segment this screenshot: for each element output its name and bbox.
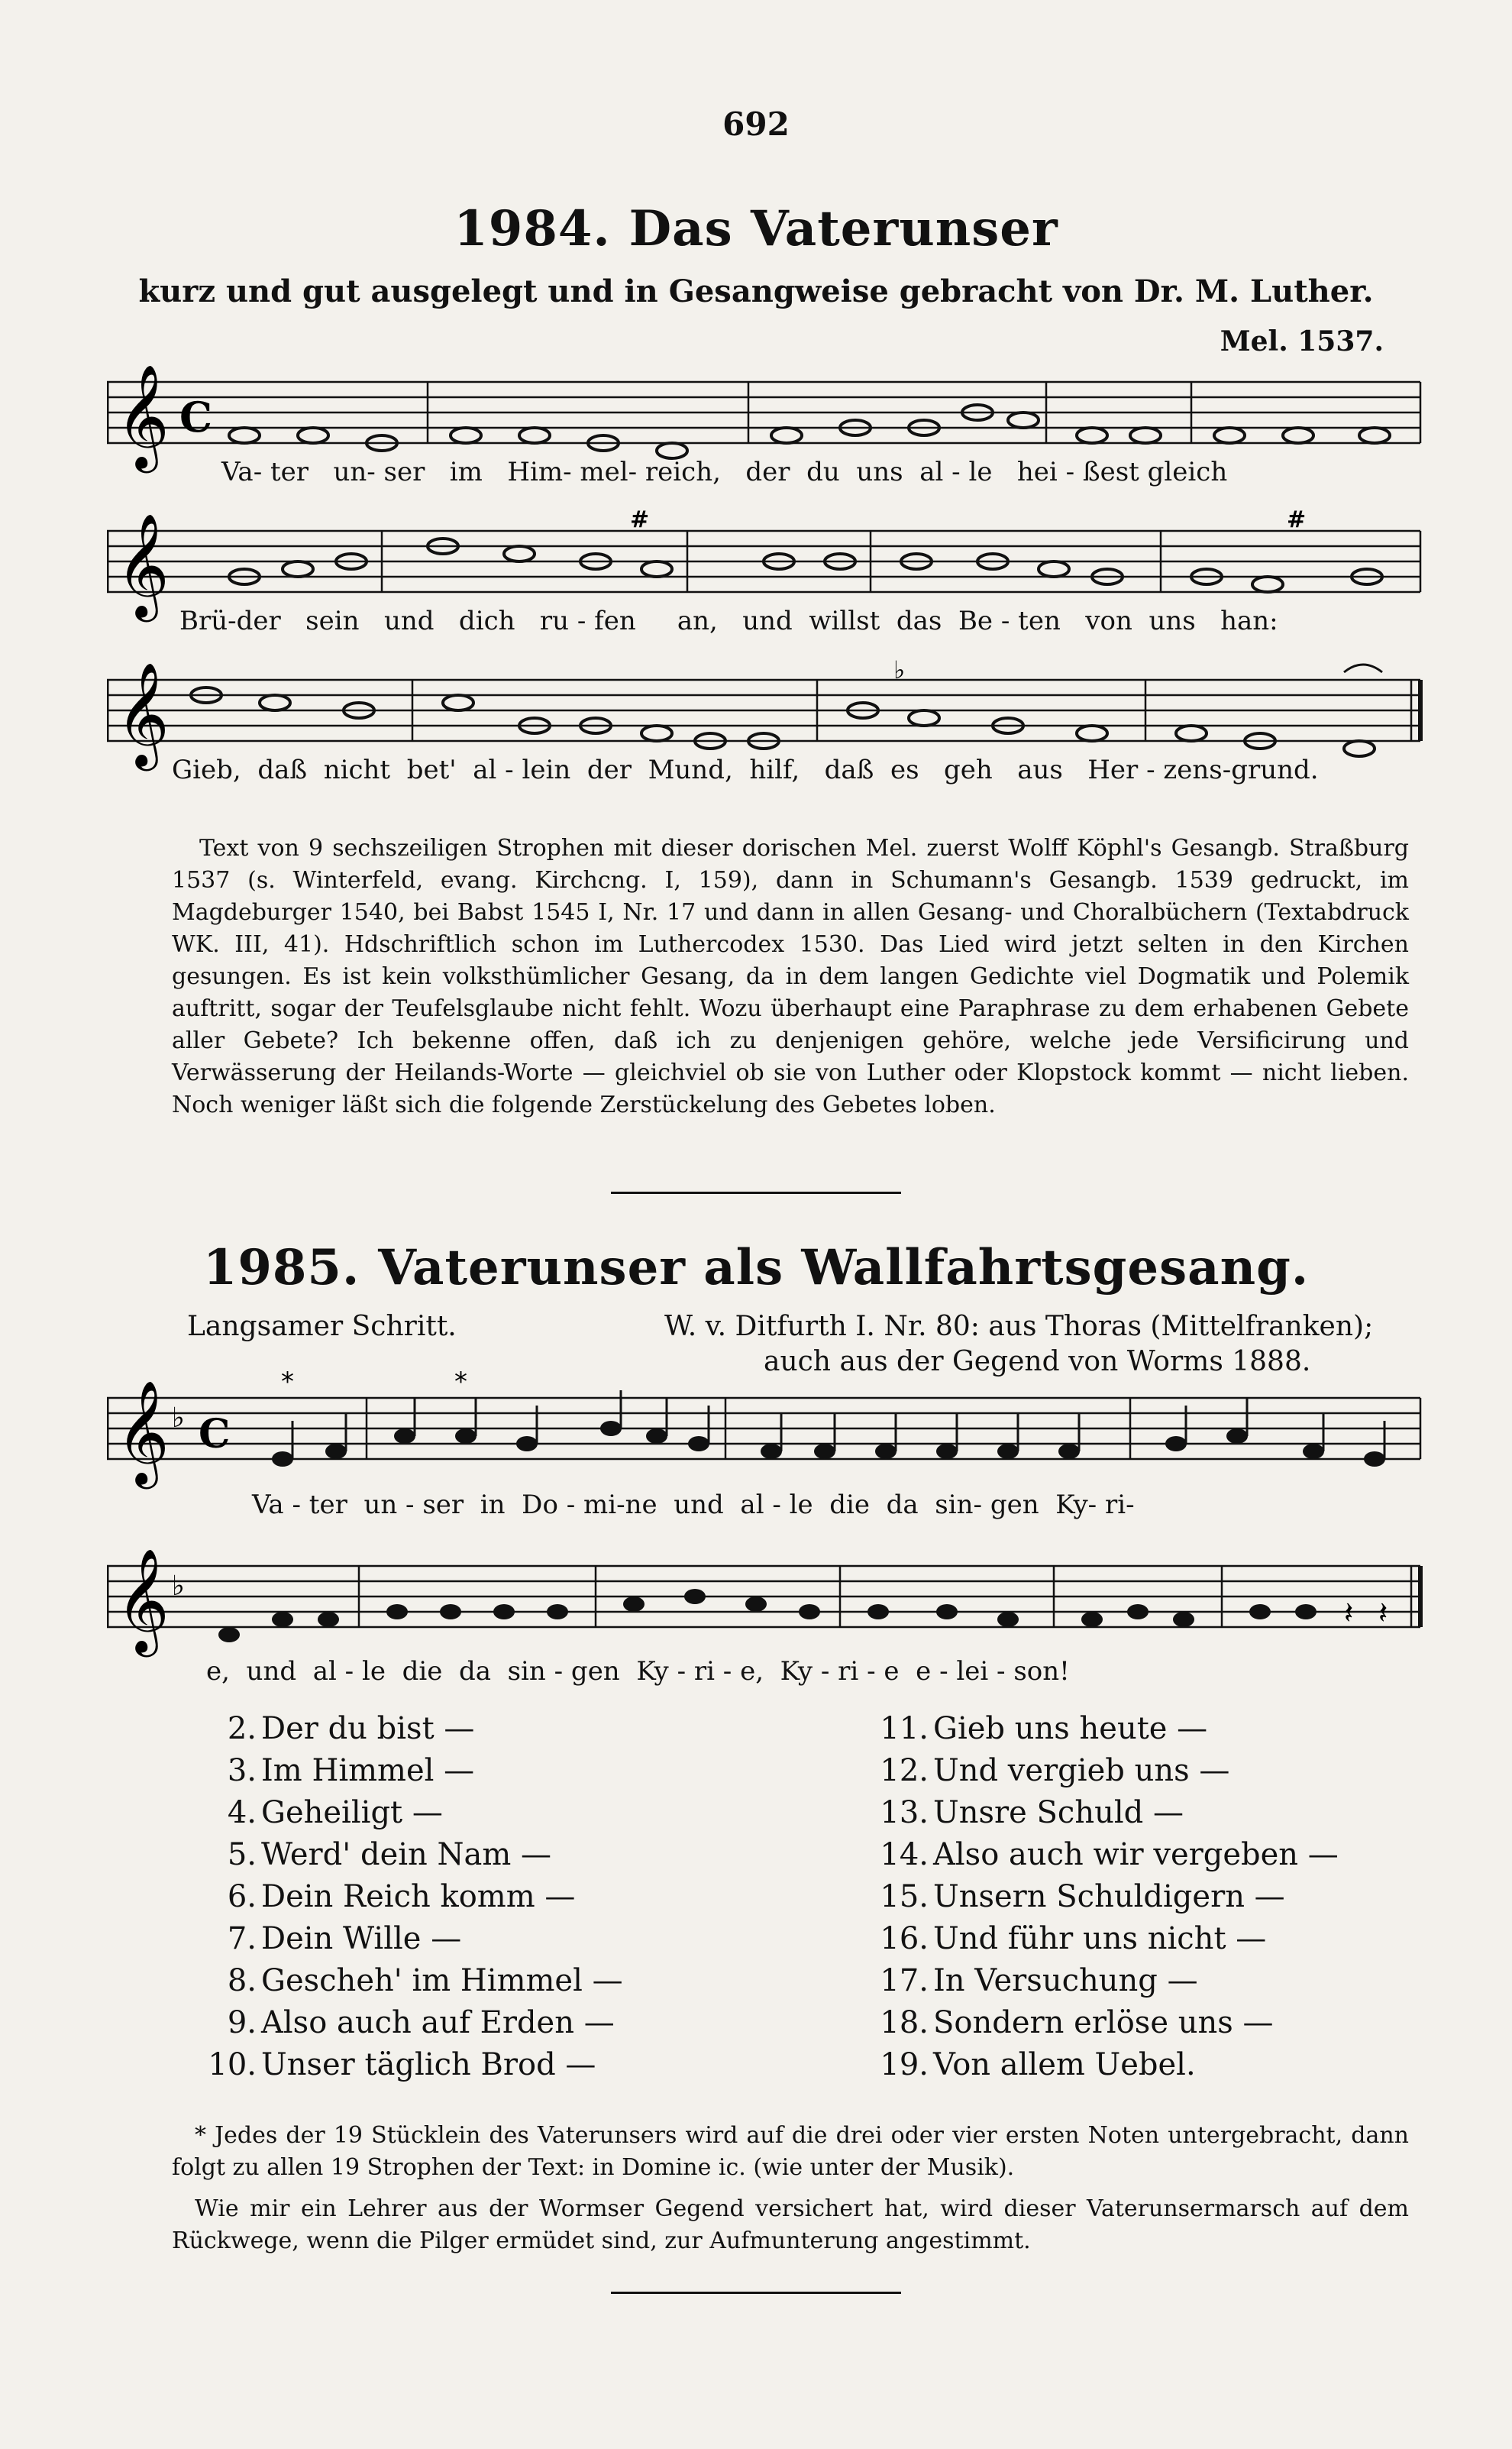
- song-1984-subtitle: kurz und gut ausgelegt und in Gesangweise gebracht von Dr. M. Luther.: [138, 273, 1374, 309]
- svg-text:𝄞: 𝄞: [116, 661, 170, 766]
- song-1984-title: Das Vaterunser: [628, 200, 1058, 257]
- verse-list-left: [191, 1708, 623, 2086]
- svg-text:*: *: [454, 1367, 467, 1397]
- verse-item: 11. Gieb uns heute —: [880, 1711, 1208, 1746]
- verse-item: 5. Werd' dein Nam —: [227, 1837, 551, 1872]
- remark: Wie mir ein Lehrer aus der Wormser Gegend versichert hat, wird dieser Vaterunsermarsch auf dem Rückwege, wenn die Pilger ermüdet sind, zur Aufmunterung angestimmt.: [172, 2195, 1409, 2254]
- verse-item: 13. Unsre Schuld —: [880, 1795, 1184, 1830]
- svg-text:𝄽: 𝄽: [1344, 1596, 1354, 1631]
- song-1985-lyrics-line-2: e, und al - le die da sin - gen Ky - ri - e, Ky - ri - e e - lei - son!: [206, 1656, 1070, 1687]
- svg-text:*: *: [281, 1367, 294, 1397]
- commentary-text: Text von 9 sechszeiligen Strophen mit dieser dorischen Mel. zuerst Wolff Köphl's Gesangb. Straßburg 1537 (s. Winterfeld, evang. Kirchcng. I, 159), dann in Schumann's Gesangb. 1539 gedruckt, im Magdeburger 1540, bei Babst 1545 I, Nr. 17 und dann in allen Gesang- und Choralbüchern (Textabdruck WK. III, 41). Hdschriftlich schon im Luthercodex 1530. Das Lied wird jetzt selten in den Kirchen gesungen. Es ist kein volksthümlicher Gesang, da in dem langen Gedichte viel Dogmatik und Polemik auftritt, sogar der Teufelsglaube nicht fehlt. Wozu überhaupt eine Paraphrase zu dem erhabenen Gebete aller Gebete? Ich bekenne offen, daß ich zu denjenigen gehöre, welche jede Versificirung und Verwässerung der Heilands-Worte — gleichviel ob sie von Luther oder Klopstock kommt — nicht lieben. Noch weniger läßt sich die folgende Zerstückelung des Gebetes loben.: [172, 835, 1409, 1118]
- song-1985-heading: [0, 1239, 1512, 1296]
- verse-item: 18. Sondern erlöse uns —: [880, 2005, 1274, 2040]
- section-divider: [611, 1192, 901, 1194]
- song-1984-lyrics-line-3: Gieb, daß nicht bet' al - lein der Mund, hilf, daß es geh aus Her - zens-grund.: [172, 755, 1319, 785]
- svg-text:𝄞: 𝄞: [116, 512, 170, 617]
- verse-item: 6. Dein Reich komm —: [227, 1879, 576, 1914]
- song-1985-number: 1985.: [202, 1239, 360, 1296]
- svg-text:𝄽: 𝄽: [1378, 1596, 1388, 1631]
- verse-item: 17. In Versuchung —: [880, 1963, 1198, 1998]
- verse-item: 14. Also auch wir vergeben —: [880, 1837, 1339, 1872]
- svg-text:♭: ♭: [893, 657, 906, 684]
- song-1984-lyrics-line-1: Va- ter un- ser im Him- mel- reich, der du uns al - le hei - ßest gleich: [221, 457, 1228, 487]
- svg-text:#: #: [630, 508, 650, 533]
- verse-item: 8. Gescheh' im Himmel —: [227, 1963, 623, 1998]
- melody-reference: Mel. 1537.: [1220, 325, 1384, 357]
- song-1984-lyrics-line-2: Brü-der sein und dich ru - fen an, und willst das Be - ten von uns han:: [179, 606, 1278, 636]
- verse-item: 3. Im Himmel —: [227, 1753, 475, 1788]
- page-number: 692: [722, 105, 790, 143]
- verse-list-right: [863, 1708, 1339, 2086]
- svg-text:C: C: [179, 393, 212, 442]
- svg-text:#: #: [1287, 508, 1307, 533]
- music-staff-4: [107, 1367, 1428, 1490]
- verse-item: 19. Von allem Uebel.: [880, 2047, 1196, 2082]
- footnote: * Jedes der 19 Stücklein des Vaterunsers wird auf die drei oder vier ersten Noten untergebracht, dann folgt zu allen 19 Strophen der Text: in Domine ic. (wie unter der Musik).: [172, 2122, 1409, 2181]
- verse-item: 16. Und führ uns nicht —: [880, 1921, 1267, 1956]
- svg-text:𝄞: 𝄞: [116, 363, 170, 468]
- song-1985-lyrics-line-1: Va - ter un - ser in Do - mi-ne und al - le die da sin- gen Ky- ri-: [252, 1490, 1135, 1520]
- verse-item: 9. Also auch auf Erden —: [227, 2005, 615, 2040]
- svg-text:C: C: [199, 1411, 231, 1457]
- song-1985-title: Vaterunser als Wallfahrtsgesang.: [378, 1239, 1310, 1296]
- verse-item: 15. Unsern Schuldigern —: [880, 1879, 1285, 1914]
- bottom-divider: [611, 2292, 901, 2294]
- song-1984-heading: [0, 200, 1512, 257]
- svg-text:𝄞: 𝄞: [116, 1547, 170, 1652]
- svg-text:♭: ♭: [172, 1402, 185, 1434]
- svg-text:♭: ♭: [172, 1571, 185, 1602]
- source-line-2: auch aus der Gegend von Worms 1888.: [764, 1346, 1311, 1377]
- song-1984-number: 1984.: [454, 200, 611, 257]
- verse-item: 7. Dein Wille —: [227, 1921, 462, 1956]
- verse-item: 12. Und vergieb uns —: [880, 1753, 1230, 1788]
- song-1985-notes: [172, 2120, 1409, 2266]
- verse-item: 2. Der du bist —: [227, 1711, 475, 1746]
- source-line-1: W. v. Ditfurth I. Nr. 80: aus Thoras (Mittelfranken);: [664, 1311, 1374, 1342]
- svg-text:𝄞: 𝄞: [116, 1379, 170, 1484]
- tempo-marking: Langsamer Schritt.: [187, 1311, 457, 1342]
- verse-item: 10. Unser täglich Brod —: [208, 2047, 596, 2082]
- song-1984-commentary: [172, 833, 1409, 1121]
- music-staff-5: [107, 1535, 1428, 1658]
- verse-item: 4. Geheiligt —: [227, 1795, 443, 1830]
